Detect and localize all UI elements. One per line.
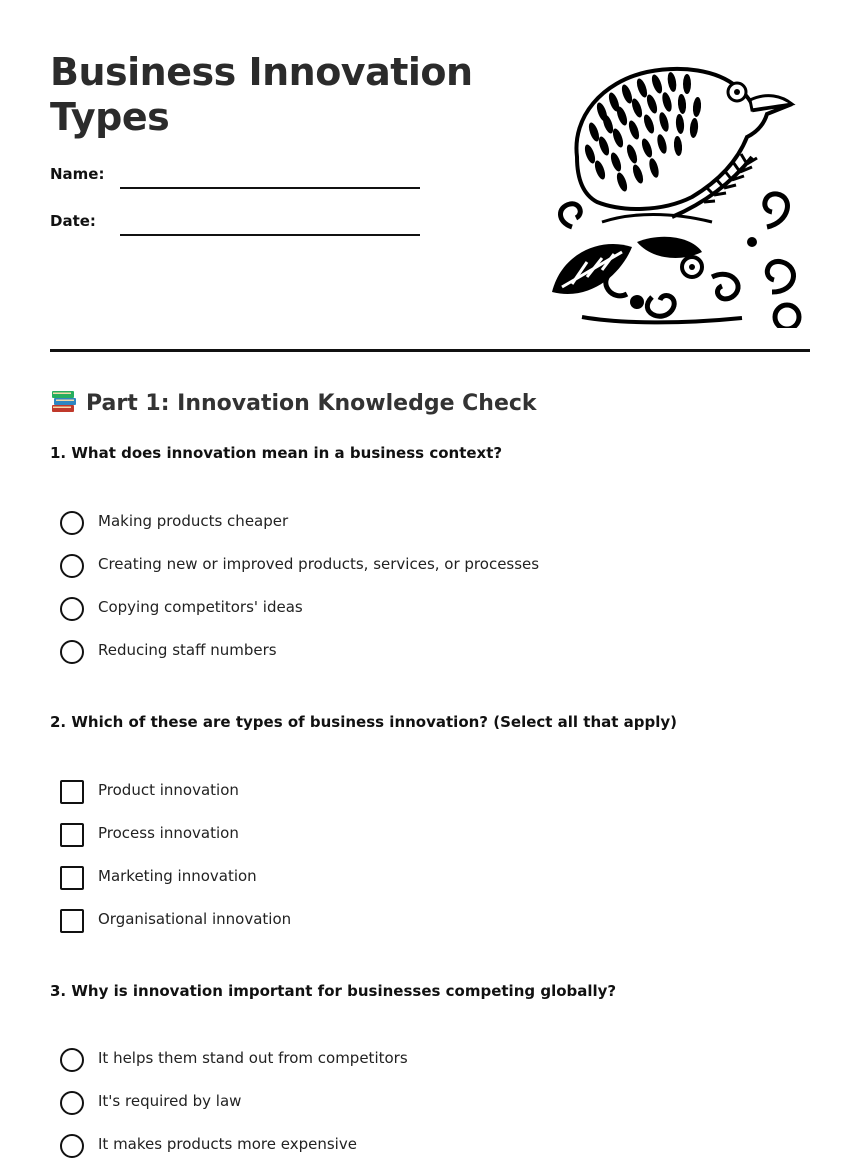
radio-button[interactable] bbox=[60, 1091, 84, 1115]
checkbox[interactable] bbox=[60, 866, 84, 890]
question-2: 2. Which of these are types of business innovation? (Select all that apply) bbox=[50, 713, 678, 731]
option-label: Making products cheaper bbox=[98, 512, 289, 530]
option-label: Product innovation bbox=[98, 781, 239, 799]
title-line-1: Business Innovation bbox=[50, 50, 473, 94]
question-3: 3. Why is innovation important for businesses competing globally? bbox=[50, 982, 617, 1000]
q2-option-4[interactable] bbox=[60, 907, 800, 933]
radio-button[interactable] bbox=[60, 1134, 84, 1158]
radio-button[interactable] bbox=[60, 597, 84, 621]
q1-option-2[interactable] bbox=[60, 552, 800, 578]
option-label: Copying competitors' ideas bbox=[98, 598, 303, 616]
radio-button[interactable] bbox=[60, 640, 84, 664]
q3-option-2[interactable] bbox=[60, 1089, 800, 1115]
option-label: Marketing innovation bbox=[98, 867, 257, 885]
checkbox[interactable] bbox=[60, 780, 84, 804]
q3-option-3[interactable] bbox=[60, 1132, 800, 1158]
q2-option-2[interactable] bbox=[60, 821, 800, 847]
date-label: Date: bbox=[50, 212, 96, 230]
option-label: Process innovation bbox=[98, 824, 239, 842]
section-title bbox=[50, 388, 537, 416]
option-label: Reducing staff numbers bbox=[98, 641, 277, 659]
section-title-text: Part 1: Innovation Knowledge Check bbox=[86, 391, 537, 416]
kiwi-bird-illustration-icon bbox=[542, 62, 804, 328]
option-label: Creating new or improved products, services, or processes bbox=[98, 555, 540, 573]
name-field[interactable] bbox=[50, 160, 420, 190]
option-label: Organisational innovation bbox=[98, 910, 292, 928]
option-label: It's required by law bbox=[98, 1092, 242, 1110]
q1-option-4[interactable] bbox=[60, 638, 800, 664]
name-label: Name: bbox=[50, 165, 105, 183]
worksheet-page bbox=[50, 0, 810, 1153]
page-title bbox=[50, 50, 510, 140]
q1-option-1[interactable] bbox=[60, 509, 800, 535]
checkbox[interactable] bbox=[60, 823, 84, 847]
radio-button[interactable] bbox=[60, 511, 84, 535]
question-1: 1. What does innovation mean in a business context? bbox=[50, 444, 503, 462]
name-line[interactable] bbox=[120, 187, 420, 189]
checkbox[interactable] bbox=[60, 909, 84, 933]
option-label: It helps them stand out from competitors bbox=[98, 1049, 408, 1067]
option-label: It makes products more expensive bbox=[98, 1135, 357, 1153]
q2-option-3[interactable] bbox=[60, 864, 800, 890]
worksheet-header bbox=[50, 0, 810, 352]
radio-button[interactable] bbox=[60, 554, 84, 578]
date-field[interactable] bbox=[50, 207, 420, 237]
q1-option-3[interactable] bbox=[60, 595, 800, 621]
title-line-2: Types bbox=[50, 95, 170, 139]
q2-option-1[interactable] bbox=[60, 778, 800, 804]
radio-button[interactable] bbox=[60, 1048, 84, 1072]
date-line[interactable] bbox=[120, 234, 420, 236]
header-divider bbox=[50, 349, 810, 352]
q3-option-1[interactable] bbox=[60, 1046, 800, 1072]
books-icon bbox=[50, 388, 78, 414]
